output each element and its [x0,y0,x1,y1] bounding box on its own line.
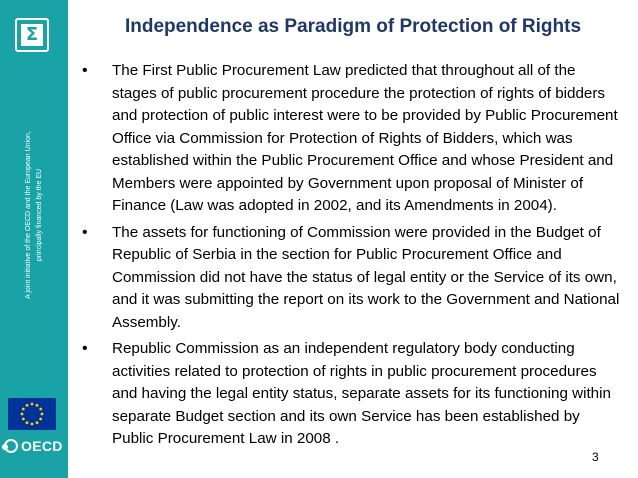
bullet-item [82,222,622,335]
sidebar [0,0,68,478]
oecd-label: OECD [21,438,63,454]
slide-title: Independence as Paradigm of Protection of Rights [124,16,582,37]
bullet-item [82,60,622,218]
bullet-dot-icon: • [82,340,88,357]
joint-initiative-line1: A joint initiative of the OECD and the European Union, [25,131,32,299]
joint-initiative-line2: principally financed by the EU [36,168,43,262]
bullet-text: Republic Commission as an independent regulatory body conducting activities related to protection of rights in public procurement procedures and having the legal entity status, separate assets for its functioning within separate Budget section and its own Service has been established by Public Procurement Law in 2008 . [112,340,611,447]
bullet-dot-icon: • [82,62,88,79]
joint-initiative-text [23,100,45,330]
sigma-icon: Σ [21,24,43,46]
oecd-mark-icon [4,439,18,453]
bullet-text: The First Public Procurement Law predicted that throughout all of the stages of public procurement procedure the protection of rights of bidders and protection of public interest were to be provided by Public Procurement Office via Commission for Protection of Rights of Bidders, which was established within the Public Procurement Office and whose President and Members were appointed by Government upon proposal of Minister of Finance (Law was adopted in 2002, and its Amendments in 2004). [112,62,618,214]
bullet-list [82,60,622,455]
page-number: 3 [592,450,599,464]
bullet-item [82,338,622,451]
bullet-dot-icon: • [82,223,88,241]
oecd-logo [4,438,63,454]
bullet-text: The assets for functioning of Commission were provided in the Budget of Republic of Serbia in the section for Public Procurement Office and Commission did not have the status of legal entity or the Service of its own, and it was submitting the report on its work to the Government and National Assembly. [112,223,620,331]
eu-flag-icon [8,398,56,430]
sigma-logo [15,18,49,52]
